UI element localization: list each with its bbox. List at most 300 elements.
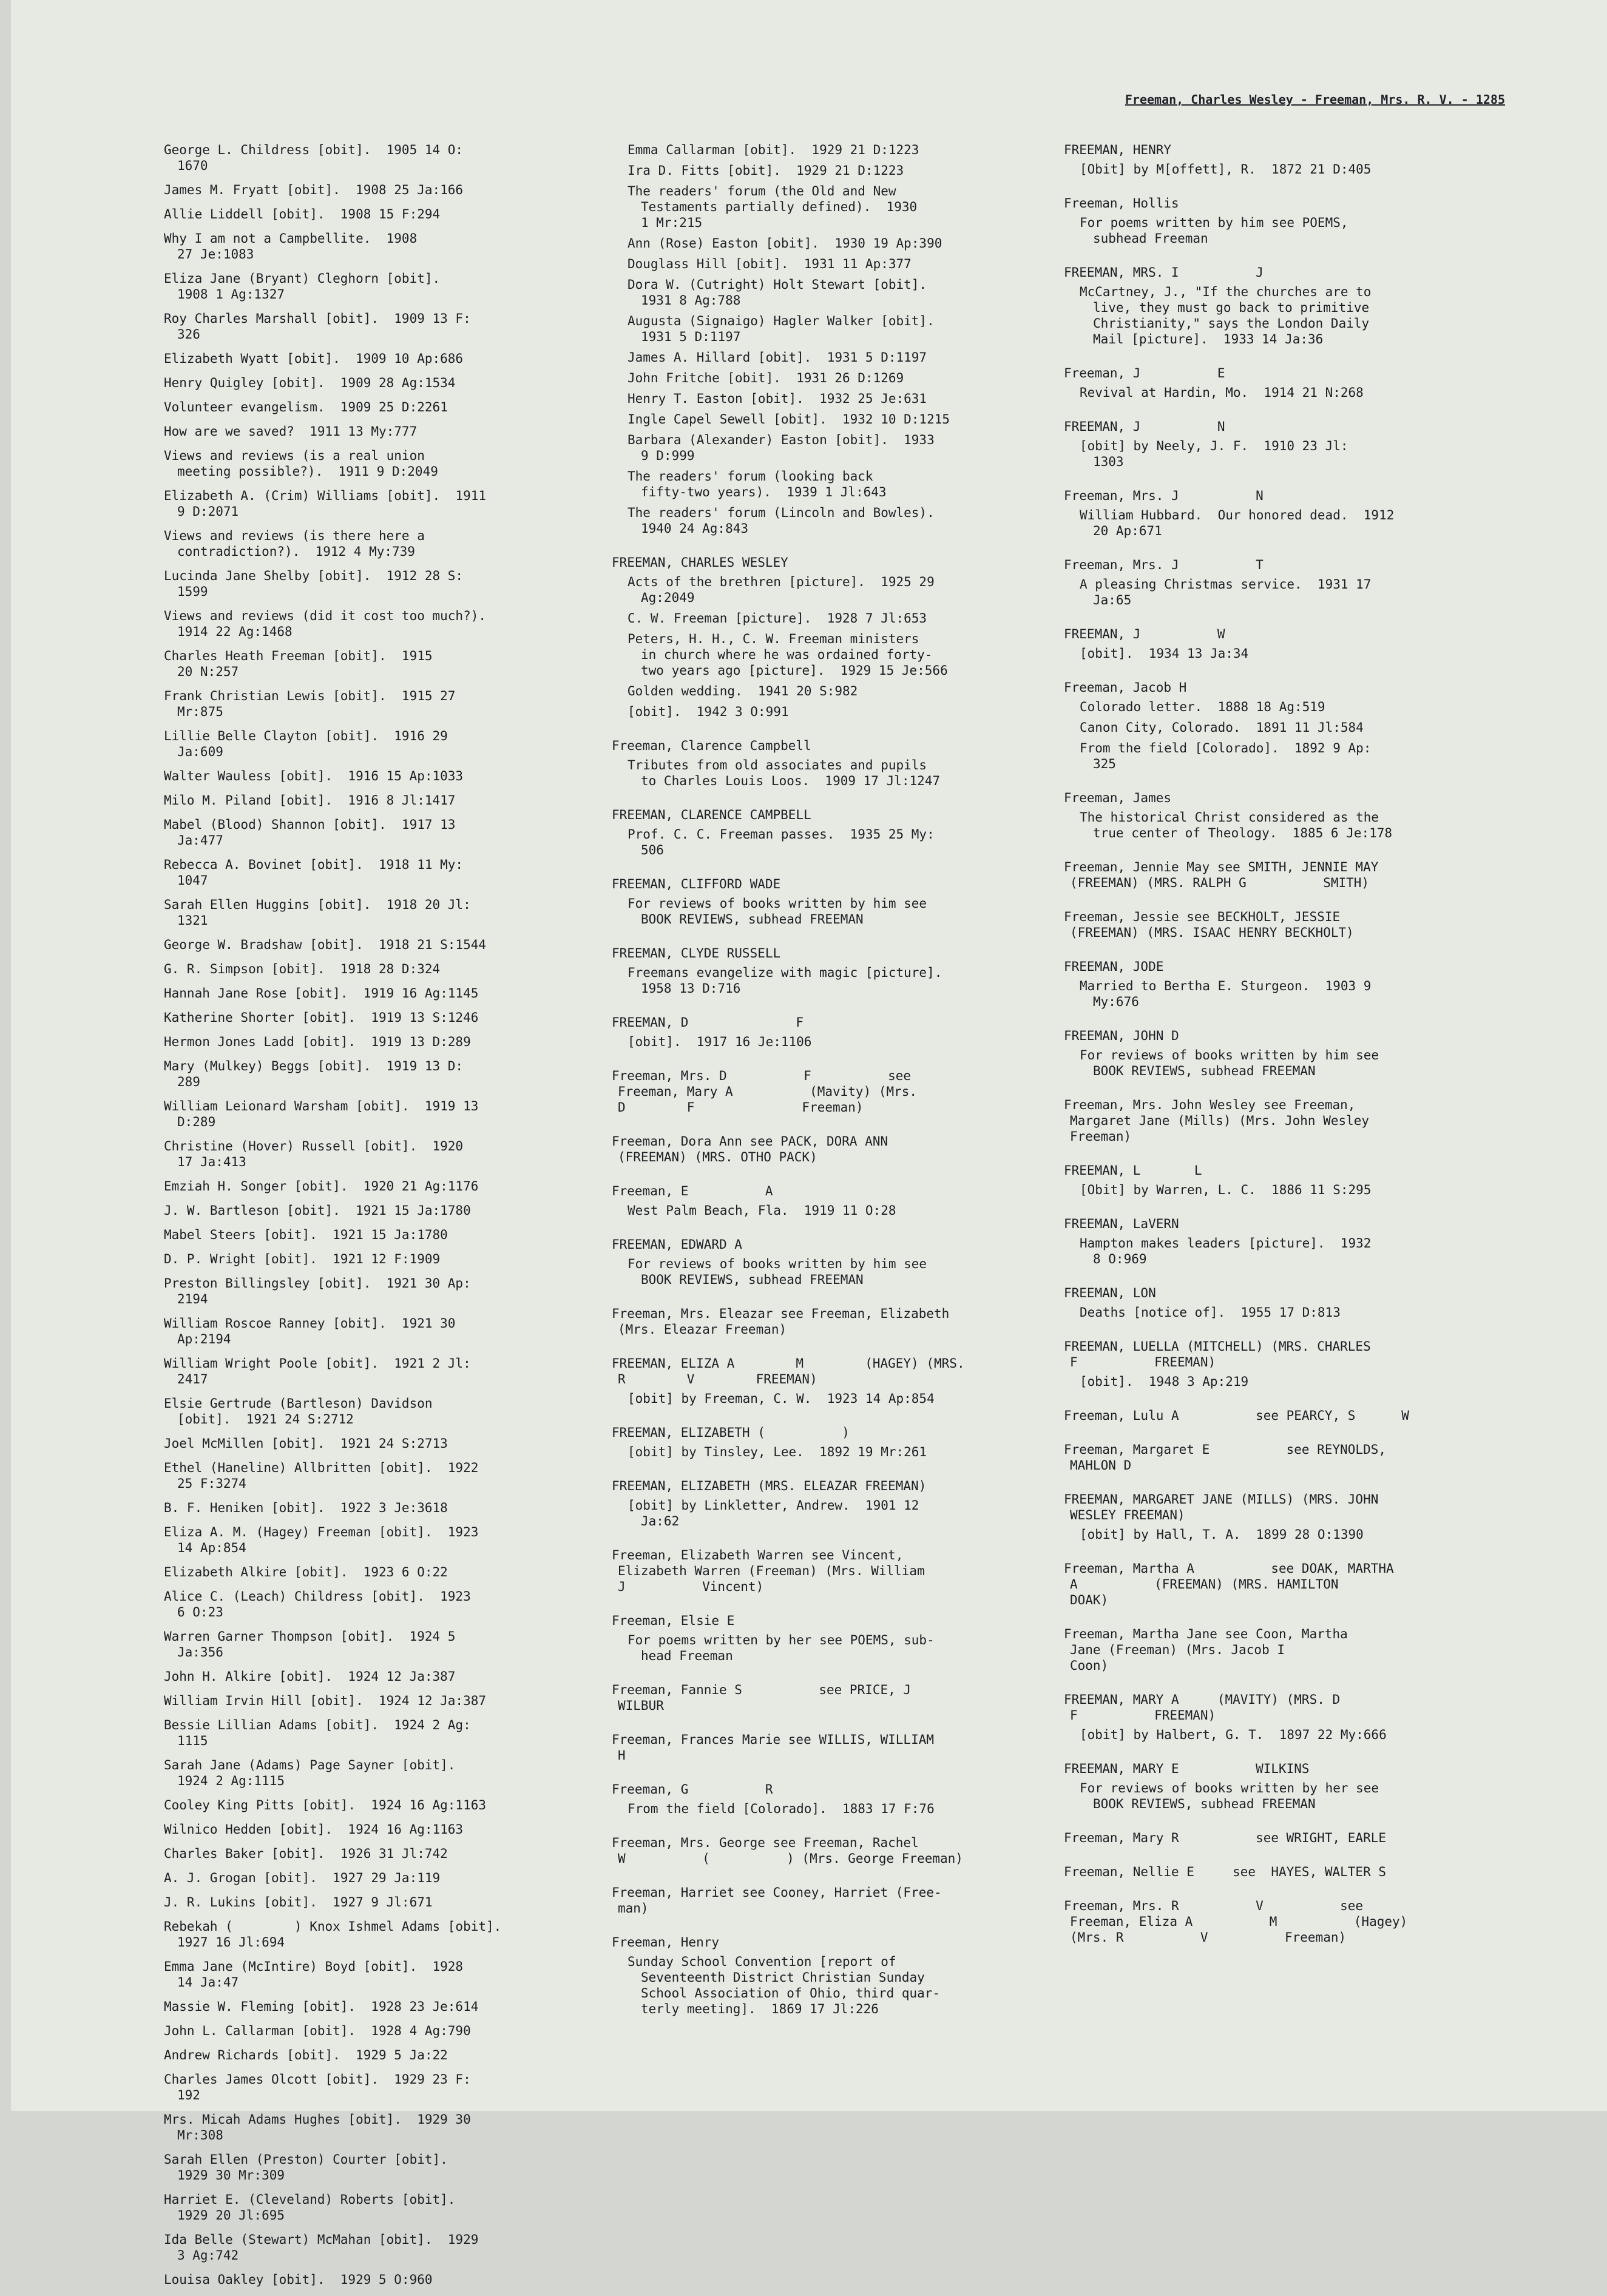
entry-line: Ann (Rose) Easton [obit]. 1930 19 Ap:390 (628, 236, 942, 251)
entry-line: Lillie Belle Clayton [obit]. 1916 29 (164, 729, 448, 743)
entry-line: [obit]. 1934 13 Ja:34 (1080, 646, 1249, 661)
index-page (11, 0, 1607, 2287)
entry-continuation: contradiction?). 1912 4 My:739 (177, 544, 415, 559)
index-heading-block (1064, 909, 1483, 940)
sub-entry (612, 391, 1049, 407)
entry-continuation: 1958 13 D:716 (641, 981, 741, 996)
sub-entry (612, 683, 1049, 699)
index-entry (164, 1894, 589, 1910)
entry-line: Mabel Steers [obit]. 1921 15 Ja:1780 (164, 1227, 448, 1242)
index-entry (164, 857, 589, 888)
index-heading-block (1064, 626, 1483, 661)
entry-line: [obit] by Hall, T. A. 1899 28 O:1390 (1080, 1527, 1364, 1542)
index-heading (612, 1015, 1049, 1030)
sub-entry (612, 965, 1049, 996)
index-heading-block (612, 1015, 1049, 1050)
heading-line: Freeman, Mrs. D F see (612, 1069, 912, 1083)
column-3 (1064, 142, 1483, 1963)
entry-line: Mary (Mulkey) Beggs [obit]. 1919 13 D: (164, 1059, 464, 1073)
sub-entry (1064, 1235, 1483, 1267)
entry-line: D. P. Wright [obit]. 1921 12 F:1909 (164, 1252, 441, 1266)
index-entry (164, 1010, 589, 1025)
entry-continuation: 1115 (177, 1734, 208, 1748)
index-entry (164, 1693, 589, 1709)
heading-line: Freeman, J E (1064, 366, 1225, 380)
heading-line: J Vincent) (618, 1579, 764, 1594)
index-heading (1064, 1830, 1483, 1846)
index-heading-block (1064, 959, 1483, 1010)
sub-entry (1064, 1374, 1483, 1389)
heading-line: W ( ) (Mrs. George Freeman) (618, 1851, 963, 1866)
entry-line: [obit]. 1917 16 Je:1106 (628, 1035, 812, 1049)
index-entry (164, 1822, 589, 1837)
entry-continuation: 2194 (177, 1292, 208, 1306)
index-entry (164, 1669, 589, 1684)
index-heading-block (1064, 680, 1483, 772)
index-heading (1064, 1097, 1483, 1144)
entry-continuation: D:289 (177, 1115, 216, 1129)
heading-line: FREEMAN, EDWARD A (612, 1237, 742, 1252)
heading-line: Freeman, Nellie E see HAYES, WALTER S (1064, 1865, 1387, 1879)
index-heading-block (1064, 1216, 1483, 1267)
heading-line: Freeman, James (1064, 791, 1172, 805)
index-entry (164, 2152, 589, 2183)
entry-line: The readers' forum (looking back (628, 469, 873, 484)
entry-continuation: 25 F:3274 (177, 1476, 246, 1491)
heading-line: FREEMAN, L L (1064, 1163, 1202, 1178)
heading-line: R V FREEMAN) (618, 1372, 817, 1386)
heading-line: Freeman) (1070, 1129, 1132, 1144)
entry-continuation: Mail [picture]. 1933 14 Ja:36 (1093, 332, 1324, 346)
index-heading-block (612, 1133, 1049, 1165)
sub-entry (1064, 576, 1483, 608)
heading-line: Jane (Freeman) (Mrs. Jacob I (1070, 1643, 1285, 1657)
sub-entry (612, 432, 1049, 464)
entry-line: Joel McMillen [obit]. 1921 24 S:2713 (164, 1436, 448, 1451)
heading-line: Freeman, G R (612, 1782, 773, 1797)
index-entry (164, 688, 589, 720)
entry-continuation: Ag:2049 (641, 590, 695, 605)
entry-line: Elizabeth Wyatt [obit]. 1909 10 Ap:686 (164, 351, 464, 366)
sub-entry (612, 704, 1049, 720)
index-heading (1064, 419, 1483, 434)
entry-line: Why I am not a Campbellite. 1908 (164, 231, 418, 246)
heading-line: Freeman, Elizabeth Warren see Vincent, (612, 1548, 904, 1562)
index-heading-block (1064, 557, 1483, 608)
entry-line: Rebekah ( ) Knox Ishmel Adams [obit]. (164, 1919, 502, 1934)
sub-entry (612, 349, 1049, 365)
index-heading (1064, 195, 1483, 211)
index-heading (612, 1885, 1049, 1916)
index-heading-block (1064, 1491, 1483, 1542)
sub-entry (1064, 978, 1483, 1010)
entry-line: Emziah H. Songer [obit]. 1920 21 Ag:1176 (164, 1179, 479, 1194)
index-entry (164, 1999, 589, 2014)
entry-line: Hampton makes leaders [picture]. 1932 (1080, 1236, 1372, 1251)
index-heading-block (612, 1781, 1049, 1817)
index-heading (612, 555, 1049, 570)
sub-entry (1064, 699, 1483, 715)
heading-line: A (FREEMAN) (MRS. HAMILTON (1070, 1577, 1339, 1592)
index-heading (1064, 1339, 1483, 1370)
index-heading-block (1064, 1898, 1483, 1945)
entry-continuation: true center of Theology. 1885 6 Je:178 (1093, 826, 1393, 840)
index-entry (164, 2047, 589, 2063)
index-heading-block (612, 807, 1049, 858)
sub-entry (612, 468, 1049, 500)
index-heading-block (1064, 265, 1483, 347)
entry-continuation: BOOK REVIEWS, subhead FREEMAN (1093, 1064, 1316, 1078)
heading-line: Freeman, Frances Marie see WILLIS, WILLIAM (612, 1732, 935, 1747)
index-heading (1064, 1285, 1483, 1301)
entry-continuation: Ja:609 (177, 745, 223, 759)
entry-continuation: 9 D:999 (641, 448, 695, 463)
index-heading (612, 1835, 1049, 1866)
entry-continuation: Seventeenth District Christian Sunday (641, 1970, 925, 1985)
heading-line: FREEMAN, MARY A (MAVITY) (MRS. D (1064, 1692, 1341, 1707)
entry-line: Freemans evangelize with magic [picture]. (628, 965, 942, 980)
entry-continuation: Mr:308 (177, 2128, 223, 2142)
sub-entry (612, 277, 1049, 308)
index-heading (1064, 1491, 1483, 1523)
entry-continuation: Testaments partially defined). 1930 (641, 200, 918, 214)
heading-line: FREEMAN, J N (1064, 419, 1225, 434)
sub-entry (612, 1497, 1049, 1529)
entry-line: Golden wedding. 1941 20 S:982 (628, 684, 858, 698)
entry-continuation: 1599 (177, 584, 208, 599)
index-entry (164, 897, 589, 928)
heading-line: Freeman, Clarence Campbell (612, 738, 811, 753)
entry-continuation: 1 Mr:215 (641, 215, 703, 230)
sub-entry (612, 505, 1049, 536)
entry-line: Massie W. Fleming [obit]. 1928 23 Je:614 (164, 1999, 479, 2014)
entry-continuation: Christianity," says the London Daily (1093, 316, 1370, 331)
index-heading-block (612, 1835, 1049, 1866)
entry-line: Ira D. Fitts [obit]. 1929 21 D:1223 (628, 163, 904, 178)
entry-line: Charles Heath Freeman [obit]. 1915 (164, 649, 433, 663)
index-heading-block (612, 738, 1049, 789)
entry-continuation: 17 Ja:413 (177, 1155, 246, 1169)
sub-entry (612, 1391, 1049, 1406)
heading-line: F FREEMAN) (1070, 1708, 1216, 1723)
heading-line: Freeman, Dora Ann see PACK, DORA ANN (612, 1134, 888, 1149)
index-heading (612, 1183, 1049, 1199)
index-entry (164, 2272, 589, 2288)
heading-line: Freeman, Elsie E (612, 1613, 735, 1628)
entry-line: Mrs. Micah Adams Hughes [obit]. 1929 30 (164, 2112, 471, 2127)
entry-line: Henry T. Easton [obit]. 1932 25 Je:631 (628, 391, 927, 406)
index-heading-block (612, 1682, 1049, 1714)
sub-entry (612, 1444, 1049, 1460)
entry-line: [Obit] by Warren, L. C. 1886 11 S:295 (1080, 1183, 1372, 1197)
index-entry (164, 1564, 589, 1580)
entry-line: Charles Baker [obit]. 1926 31 Jl:742 (164, 1846, 448, 1861)
entry-line: The historical Christ considered as the (1080, 810, 1379, 825)
entry-continuation: 27 Je:1083 (177, 247, 254, 262)
column-1 (164, 142, 589, 2296)
sub-entry (612, 1632, 1049, 1664)
index-heading-block (1064, 1864, 1483, 1880)
entry-continuation: two years ago [picture]. 1929 15 Je:566 (641, 663, 948, 678)
index-heading-block (612, 555, 1049, 720)
index-entry (164, 311, 589, 342)
index-heading-block (1064, 790, 1483, 841)
sub-entry (612, 1256, 1049, 1288)
index-heading (1064, 909, 1483, 940)
entry-continuation: 1670 (177, 158, 208, 173)
entry-line: Andrew Richards [obit]. 1929 5 Ja:22 (164, 2048, 448, 2062)
heading-line: Freeman, Henry (612, 1935, 720, 1950)
index-heading-block (612, 1934, 1049, 2017)
heading-line: H (618, 1748, 626, 1763)
index-entry (164, 1629, 589, 1660)
entry-line: [obit]. 1942 3 O:991 (628, 704, 789, 719)
heading-line: FREEMAN, D F (612, 1015, 804, 1030)
index-heading (1064, 859, 1483, 891)
index-entry (164, 1524, 589, 1556)
index-entry (164, 528, 589, 559)
entry-line: Hermon Jones Ladd [obit]. 1919 13 D:289 (164, 1035, 471, 1049)
entry-continuation: 325 (1093, 757, 1116, 771)
entry-line: Dora W. (Cutright) Holt Stewart [obit]. (628, 277, 927, 292)
index-heading (1064, 142, 1483, 158)
heading-line: man) (618, 1901, 649, 1916)
index-heading (612, 876, 1049, 892)
entry-continuation: 1927 16 Jl:694 (177, 1935, 285, 1950)
index-heading-block (1064, 1408, 1483, 1423)
index-heading (1064, 1761, 1483, 1777)
index-heading (1064, 1692, 1483, 1723)
entry-line: [obit] by Freeman, C. W. 1923 14 Ap:854 (628, 1391, 935, 1406)
index-heading-block (1064, 488, 1483, 539)
entry-line: Peters, H. H., C. W. Freeman ministers (628, 632, 919, 646)
index-entry (164, 1203, 589, 1218)
index-heading (1064, 626, 1483, 642)
index-heading-block (1064, 419, 1483, 470)
index-heading-block (1064, 1442, 1483, 1473)
index-entry (164, 568, 589, 599)
entry-line: Walter Wauless [obit]. 1916 15 Ap:1033 (164, 769, 464, 783)
index-entry (164, 1797, 589, 1813)
heading-line: FREEMAN, ELIZABETH (MRS. ELEAZAR FREEMAN) (612, 1479, 927, 1493)
entry-continuation: 20 Ap:671 (1093, 524, 1162, 538)
heading-line: FREEMAN, LON (1064, 1286, 1156, 1300)
entry-line: William Roscoe Ranney [obit]. 1921 30 (164, 1316, 456, 1331)
index-entry (164, 424, 589, 439)
entry-continuation: Ja:65 (1093, 593, 1132, 607)
index-entry (164, 1717, 589, 1749)
entry-line: Ida Belle (Stewart) McMahan [obit]. 1929 (164, 2232, 479, 2247)
index-entry (164, 1959, 589, 1990)
entry-continuation: 14 Ja:47 (177, 1975, 239, 1990)
index-heading (612, 1682, 1049, 1714)
sub-entry (612, 1801, 1049, 1817)
sub-entry (1064, 1047, 1483, 1079)
index-entry (164, 271, 589, 302)
entry-line: A. J. Grogan [obit]. 1927 29 Ja:119 (164, 1871, 441, 1885)
entry-continuation: 6 O:23 (177, 1605, 223, 1619)
index-heading-block (612, 1425, 1049, 1460)
entry-line: Louisa Oakley [obit]. 1929 5 O:960 (164, 2272, 433, 2287)
entry-continuation: 1047 (177, 873, 208, 888)
index-entry (164, 448, 589, 479)
entry-continuation: 8 O:969 (1093, 1252, 1147, 1266)
entry-line: Rebecca A. Bovinet [obit]. 1918 11 My: (164, 857, 464, 872)
index-heading (1064, 1626, 1483, 1673)
index-heading-block (1064, 859, 1483, 891)
entry-line: From the field [Colorado]. 1883 17 F:76 (628, 1801, 935, 1816)
entry-continuation: Ap:2194 (177, 1332, 231, 1346)
entry-continuation: 20 N:257 (177, 664, 239, 679)
entry-line: A pleasing Christmas service. 1931 17 (1080, 577, 1372, 592)
entry-line: Sarah Jane (Adams) Page Sayner [obit]. (164, 1758, 456, 1772)
entry-continuation: My:676 (1093, 994, 1139, 1009)
heading-line: (FREEMAN) (MRS. OTHO PACK) (618, 1150, 817, 1164)
entry-line: Views and reviews (is there here a (164, 528, 425, 543)
index-heading-block (612, 1885, 1049, 1916)
heading-line: Freeman, Martha Jane see Coon, Martha (1064, 1627, 1348, 1641)
index-heading (612, 1934, 1049, 1950)
heading-line: Freeman, Martha A see DOAK, MARTHA (1064, 1561, 1394, 1576)
index-heading (612, 945, 1049, 961)
entry-continuation: to Charles Louis Loos. 1909 17 Jl:1247 (641, 774, 941, 788)
heading-line: Coon) (1070, 1658, 1109, 1673)
entry-line: John H. Alkire [obit]. 1924 12 Ja:387 (164, 1669, 456, 1684)
sub-entry (1064, 720, 1483, 735)
index-entry (164, 351, 589, 366)
index-heading (612, 1356, 1049, 1387)
entry-continuation: 1931 8 Ag:788 (641, 293, 741, 308)
entry-continuation: live, they must go back to primitive (1093, 300, 1370, 315)
heading-line: Freeman, Jennie May see SMITH, JENNIE MAY (1064, 860, 1379, 874)
heading-line: FREEMAN, JODE (1064, 959, 1164, 974)
sub-entry (612, 1203, 1049, 1218)
entry-line: George L. Childress [obit]. 1905 14 O: (164, 143, 464, 157)
index-heading (1064, 680, 1483, 695)
heading-line: Freeman, Margaret E see REYNOLDS, (1064, 1442, 1387, 1457)
entry-line: John Fritche [obit]. 1931 26 D:1269 (628, 371, 904, 385)
index-entry (164, 2192, 589, 2223)
sub-entry (612, 183, 1049, 231)
heading-line: Freeman, Mary R see WRIGHT, EARLE (1064, 1831, 1387, 1845)
entry-line: West Palm Beach, Fla. 1919 11 O:28 (628, 1203, 896, 1218)
index-heading (1064, 1028, 1483, 1044)
index-heading-block (1064, 1028, 1483, 1079)
entry-line: Emma Jane (McIntire) Boyd [obit]. 1928 (164, 1959, 464, 1974)
index-entry (164, 1757, 589, 1789)
heading-line: FREEMAN, CLARENCE CAMPBELL (612, 808, 811, 822)
index-entry (164, 1846, 589, 1862)
heading-line: FREEMAN, MRS. I J (1064, 265, 1264, 280)
entry-line: For poems written by him see POEMS, (1080, 215, 1348, 230)
entry-line: Deaths [notice of]. 1955 17 D:813 (1080, 1305, 1341, 1320)
index-heading-block (612, 1613, 1049, 1664)
index-heading (1064, 1442, 1483, 1473)
entry-line: Emma Callarman [obit]. 1929 21 D:1223 (628, 143, 919, 157)
index-heading (612, 1781, 1049, 1797)
index-heading-block (612, 142, 1049, 536)
entry-line: Sunday School Convention [report of (628, 1954, 896, 1969)
sub-entry (1064, 1182, 1483, 1198)
entry-line: Eliza Jane (Bryant) Cleghorn [obit]. (164, 271, 441, 286)
entry-continuation: 1924 2 Ag:1115 (177, 1774, 285, 1788)
index-entry (164, 1436, 589, 1451)
index-heading-block (1064, 1163, 1483, 1198)
entry-line: Alice C. (Leach) Childress [obit]. 1923 (164, 1589, 471, 1604)
entry-line: J. W. Bartleson [obit]. 1921 15 Ja:1780 (164, 1203, 471, 1218)
entry-line: Canon City, Colorado. 1891 11 Jl:584 (1080, 720, 1364, 735)
heading-line: (Mrs. R V Freeman) (1070, 1930, 1347, 1945)
heading-line: MAHLON D (1070, 1458, 1132, 1473)
entry-line: William Irvin Hill [obit]. 1924 12 Ja:387 (164, 1693, 487, 1708)
index-heading (612, 738, 1049, 754)
entry-line: From the field [Colorado]. 1892 9 Ap: (1080, 741, 1372, 755)
sub-entry (612, 256, 1049, 272)
entry-line: The readers' forum (Lincoln and Bowles). (628, 505, 935, 520)
index-entry (164, 1275, 589, 1307)
index-heading (1064, 488, 1483, 504)
heading-line: FREEMAN, MARGARET JANE (MILLS) (MRS. JOHN (1064, 1492, 1379, 1507)
index-entry (164, 142, 589, 174)
entry-line: Warren Garner Thompson [obit]. 1924 5 (164, 1629, 456, 1644)
index-entry (164, 375, 589, 391)
index-heading (612, 1068, 1049, 1115)
entry-continuation: School Association of Ohio, third quar- (641, 1986, 941, 2001)
sub-entry (1064, 161, 1483, 177)
entry-continuation: subhead Freeman (1093, 231, 1208, 246)
entry-continuation: Ja:62 (641, 1514, 680, 1528)
sub-entry (612, 631, 1049, 678)
sub-entry (612, 370, 1049, 386)
sub-entry (612, 896, 1049, 927)
entry-continuation: 14 Ap:854 (177, 1541, 246, 1555)
index-heading (612, 1613, 1049, 1629)
index-heading (1064, 959, 1483, 974)
entry-line: Eliza A. M. (Hagey) Freeman [obit]. 1923 (164, 1525, 479, 1539)
entry-line: John L. Callarman [obit]. 1928 4 Ag:790 (164, 2024, 471, 2038)
entry-line: Bessie Lillian Adams [obit]. 1924 2 Ag: (164, 1718, 471, 1732)
index-entry (164, 1138, 589, 1170)
index-heading-block (612, 876, 1049, 927)
sub-entry (612, 1034, 1049, 1050)
entry-continuation: BOOK REVIEWS, subhead FREEMAN (641, 912, 864, 927)
index-heading (612, 1133, 1049, 1165)
index-entry (164, 937, 589, 953)
entry-line: James M. Fryatt [obit]. 1908 25 Ja:166 (164, 183, 464, 197)
entry-line: Tributes from old associates and pupils (628, 758, 927, 772)
entry-line: B. F. Heniken [obit]. 1922 3 Je:3618 (164, 1501, 448, 1515)
entry-line: The readers' forum (the Old and New (628, 184, 896, 198)
heading-line: Freeman, Lulu A see PEARCY, S W (1064, 1408, 1409, 1423)
entry-line: G. R. Simpson [obit]. 1918 28 D:324 (164, 962, 441, 976)
sub-entry (612, 163, 1049, 178)
index-entry (164, 961, 589, 977)
index-entry (164, 1315, 589, 1347)
entry-continuation: [obit]. 1921 24 S:2712 (177, 1412, 354, 1427)
sub-entry (1064, 1727, 1483, 1743)
entry-line: Elizabeth A. (Crim) Williams [obit]. 1911 (164, 488, 487, 503)
entry-line: [obit]. 1948 3 Ap:219 (1080, 1374, 1249, 1389)
entry-line: William Leionard Warsham [obit]. 1919 13 (164, 1099, 479, 1113)
sub-entry (612, 142, 1049, 158)
index-entry (164, 648, 589, 680)
index-heading-block (1064, 1692, 1483, 1743)
entry-line: For reviews of books written by him see (1080, 1048, 1379, 1062)
index-heading-block (1064, 1285, 1483, 1320)
sub-entry (1064, 809, 1483, 841)
heading-line: Freeman, Mrs. J N (1064, 488, 1264, 503)
heading-line: Margaret Jane (Mills) (Mrs. John Wesley (1070, 1113, 1370, 1128)
